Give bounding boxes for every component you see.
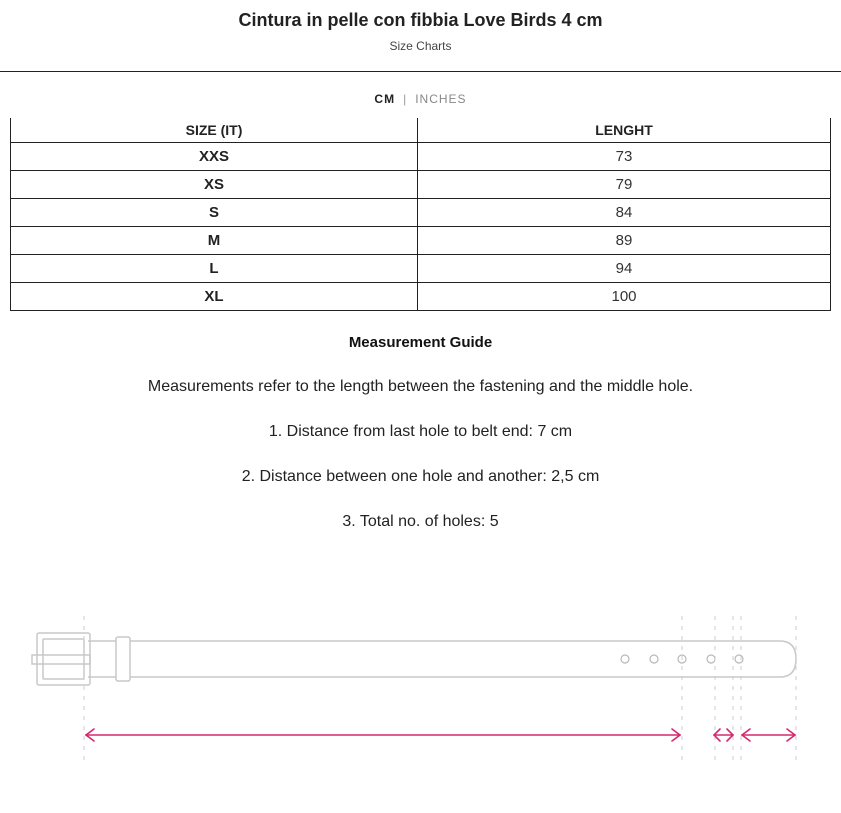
double-arrow-icon [714, 729, 733, 741]
size-cell: M [11, 227, 418, 255]
measurement-guide-title: Measurement Guide [348, 334, 493, 351]
table-row [11, 227, 831, 255]
table-row [11, 255, 831, 283]
size-cell: XL [11, 283, 418, 311]
table-row [11, 143, 831, 171]
belt-strap [88, 637, 796, 681]
column-header-length: LENGHT [418, 118, 831, 143]
size-cell: L [11, 255, 418, 283]
table-row [11, 199, 831, 227]
size-cell: S [11, 199, 418, 227]
length-cell: 73 [418, 143, 831, 171]
length-cell: 79 [418, 171, 831, 199]
guide-lines [84, 616, 796, 760]
measurement-intro: Measurements refer to the length between the fastening and the middle hole. [147, 378, 694, 395]
length-cell: 94 [418, 255, 831, 283]
page-subtitle: Size Charts [389, 39, 452, 53]
table-row [11, 283, 831, 311]
length-cell: 100 [418, 283, 831, 311]
double-arrow-icon [742, 729, 795, 741]
length-cell: 89 [418, 227, 831, 255]
unit-inches-button[interactable]: INCHES [415, 92, 467, 106]
size-cell: XXS [11, 143, 418, 171]
unit-cm-button[interactable]: CM [374, 92, 396, 106]
double-arrow-icon [86, 729, 680, 741]
page-title: Cintura in pelle con fibbia Love Birds 4 cm [238, 10, 603, 30]
measurement-item: 2. Distance between one hole and another: 2,5 cm [241, 468, 600, 485]
header-divider [0, 71, 841, 72]
column-header-size: SIZE (IT) [11, 118, 418, 143]
measurement-item: 3. Total no. of holes: 5 [342, 513, 499, 530]
size-table [10, 118, 831, 311]
measurement-item: 1. Distance from last hole to belt end: 7 cm [268, 423, 573, 440]
belt-diagram [0, 600, 841, 780]
table-header-row [11, 118, 831, 143]
unit-toggle [0, 92, 841, 106]
size-cell: XS [11, 171, 418, 199]
table-row [11, 171, 831, 199]
belt-buckle-icon [32, 633, 90, 685]
unit-separator: | [403, 92, 408, 106]
length-cell: 84 [418, 199, 831, 227]
